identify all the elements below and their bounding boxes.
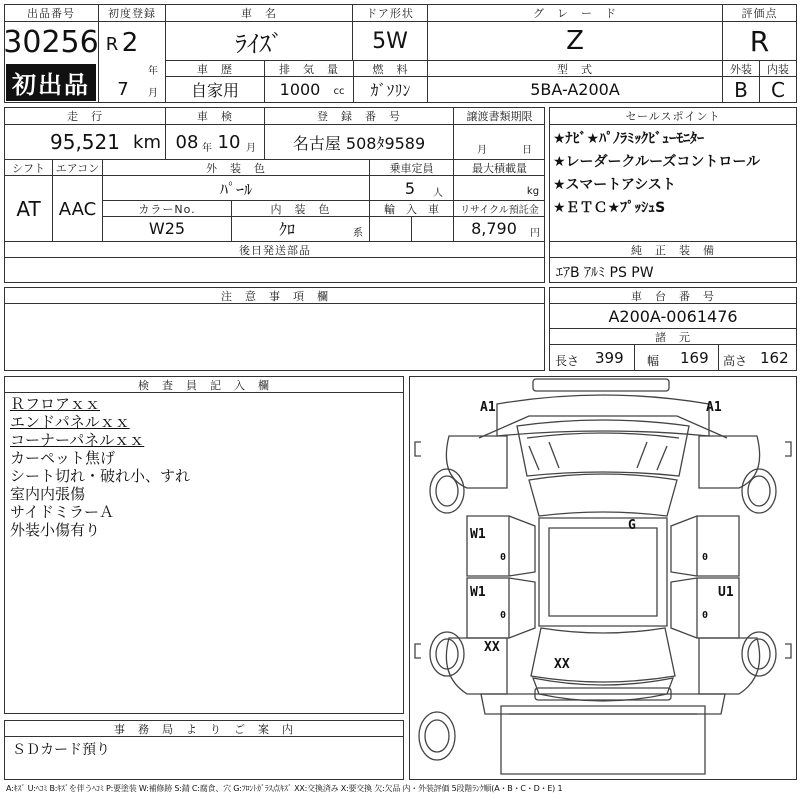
grade: Z	[566, 26, 584, 56]
reg-year: 2	[121, 28, 139, 58]
mark-xx-center: XX	[554, 657, 570, 672]
recycle-label: リサイクル預託金	[460, 205, 539, 216]
inspector-note-7: サイドミラーＡ	[10, 503, 114, 521]
inspection-month: 10	[217, 131, 241, 153]
sales-point-4: ★ＥＴＣ★ﾌﾟｯｼｭS	[553, 200, 666, 216]
mark-zero-2: 0	[500, 610, 507, 621]
width: 169	[680, 349, 709, 367]
mark-g: G	[628, 518, 636, 533]
mark-w1-upper: W1	[470, 527, 486, 542]
inspector-note-3: コーナーパネルｘｘ	[10, 431, 145, 449]
later-parts-label: 後日発送部品	[239, 243, 311, 257]
ac-label: エアコン	[55, 161, 100, 175]
inspector-note-2: エンドパネルｘｘ	[10, 413, 130, 431]
month-unit: 月	[148, 87, 158, 99]
exterior-grade: B	[734, 77, 748, 102]
plate-label: 登 録 番 号	[317, 110, 401, 123]
mark-zero-3: 0	[702, 552, 709, 563]
ac-type: AAC	[58, 198, 97, 220]
interior-color-unit: 系	[353, 227, 363, 239]
mark-a1-left: A1	[480, 400, 496, 415]
plate-number: 名古屋 508ﾀ9589	[292, 133, 426, 153]
load-label: 最大積載量	[472, 161, 527, 175]
grade-label: グ レ ー ド	[533, 7, 617, 20]
mark-a1-right: A1	[706, 400, 722, 415]
shift-label: シフト	[12, 161, 45, 175]
inspection-year: 08	[175, 131, 199, 153]
exterior-label: 外装	[730, 62, 752, 76]
car-name: ﾗｲｽﾞ	[235, 29, 283, 58]
height-label: 高さ	[723, 354, 748, 368]
inspection-year-unit: 年	[202, 142, 212, 154]
first-listing-badge: 初出品	[6, 64, 96, 101]
mileage: 95,521	[50, 130, 120, 154]
recycle-fee: 8,790	[471, 219, 517, 238]
first-reg-label: 初度登録	[108, 7, 156, 20]
door-label: ドア形状	[366, 7, 414, 20]
mileage-label: 走 行	[67, 110, 103, 123]
transfer-month-unit: 月	[477, 144, 487, 156]
dimensions-label: 諸 元	[655, 330, 691, 344]
inspector-note-5: シート切れ・破れ小、すれ	[10, 467, 191, 485]
lot-number: 30256	[3, 24, 99, 60]
mark-zero-4: 0	[702, 610, 709, 621]
transfer-label: 譲渡書類期限	[466, 110, 533, 123]
history-label: 車 歴	[197, 62, 233, 76]
interior-grade: C	[771, 77, 785, 102]
capacity-unit: 人	[433, 187, 443, 199]
transfer-day-unit: 日	[522, 144, 532, 156]
inspector-note-8: 外装小傷有り	[10, 521, 101, 539]
mileage-unit: km	[133, 131, 161, 153]
sales-point-3: ★スマートアシスト	[553, 177, 676, 193]
history: 自家用	[190, 81, 239, 100]
caution-label: 注 意 事 項 欄	[221, 289, 329, 303]
inspection-label: 車 検	[197, 110, 233, 123]
int-color-label: 内 装 色	[270, 202, 331, 216]
era-letter: R	[105, 33, 119, 55]
fuel-label: 燃 料	[372, 62, 409, 76]
mark-u1: U1	[718, 585, 734, 600]
inspection-month-unit: 月	[246, 142, 256, 154]
inspector-note-1: Ｒフロアｘｘ	[10, 395, 101, 413]
color-number: W25	[148, 219, 186, 238]
interior-color: ｸﾛ	[278, 220, 295, 239]
chassis-number: A200A-0061476	[608, 306, 738, 326]
recycle-unit: 円	[530, 227, 540, 239]
height: 162	[760, 349, 789, 367]
interior-label: 内装	[767, 62, 789, 76]
displacement-label: 排 気 量	[279, 62, 339, 76]
capacity-label: 乗車定員	[389, 161, 434, 175]
exterior-color: ﾊﾟｰﾙ	[219, 179, 252, 199]
car-outline-diagram	[409, 376, 797, 780]
door-type: 5W	[372, 28, 408, 54]
color-label: 外 装 色	[206, 161, 266, 175]
inspector-note-6: 室内内張傷	[10, 485, 86, 503]
score: R	[749, 24, 770, 58]
equipment-label: 純 正 装 備	[631, 243, 715, 257]
capacity: 5	[404, 178, 416, 198]
car-name-label: 車 名	[241, 7, 277, 20]
width-label: 幅	[647, 354, 660, 368]
mark-w1-lower: W1	[470, 585, 486, 600]
chassis-label: 車 台 番 号	[631, 289, 715, 303]
inspector-note-4: カーペット焦げ	[10, 449, 116, 467]
shift: AT	[16, 197, 41, 221]
equipment-value: ｴｱB ｱﾙﾐ PS PW	[556, 265, 654, 281]
legend-footnote: A:ｷｽﾞ U:ﾍｺﾐ B:ｷｽﾞを伴うﾍｺﾐ P:要塗装 W:補修跡 S:錆 C:腐食、穴 G:ﾌﾛﾝﾄｶﾞﾗｽ点ｷｽﾞ XX:交換済み X:要交換 欠:欠品 内・外装評価 5段階ﾗﾝｸ順(A・B・C・D・E) 1	[6, 784, 563, 793]
office-note: ＳＤカード預り	[12, 742, 110, 758]
load-unit: kg	[526, 185, 540, 197]
lot-number-label: 出品番号	[27, 7, 75, 20]
sales-points-label: セールスポイント	[625, 110, 721, 123]
model-label: 型 式	[557, 62, 593, 76]
score-label: 評価点	[741, 7, 778, 20]
office-notes-label: 事 務 局 よ り ご 案 内	[114, 722, 294, 736]
mark-xx-left: XX	[484, 640, 500, 655]
color-no-label: カラーNo.	[138, 202, 196, 216]
mark-zero-1: 0	[500, 552, 507, 563]
length-label: 長さ	[555, 354, 580, 368]
import-label: 輸 入 車	[384, 202, 439, 216]
fuel: ｶﾞｿﾘﾝ	[370, 81, 411, 100]
sales-point-1: ★ﾅﾋﾞ★ﾊﾟﾉﾗﾐｯｸﾋﾞｭｰﾓﾆﾀｰ	[553, 131, 705, 147]
reg-month: 7	[117, 78, 129, 100]
displacement: 1000	[279, 80, 321, 99]
sales-point-2: ★レーダークルーズコントロール	[553, 154, 761, 170]
inspector-notes-label: 検 査 員 記 入 欄	[138, 378, 270, 392]
length: 399	[595, 349, 624, 367]
displacement-unit: cc	[333, 85, 345, 97]
year-unit: 年	[148, 65, 158, 77]
model: 5BA-A200A	[530, 80, 620, 99]
